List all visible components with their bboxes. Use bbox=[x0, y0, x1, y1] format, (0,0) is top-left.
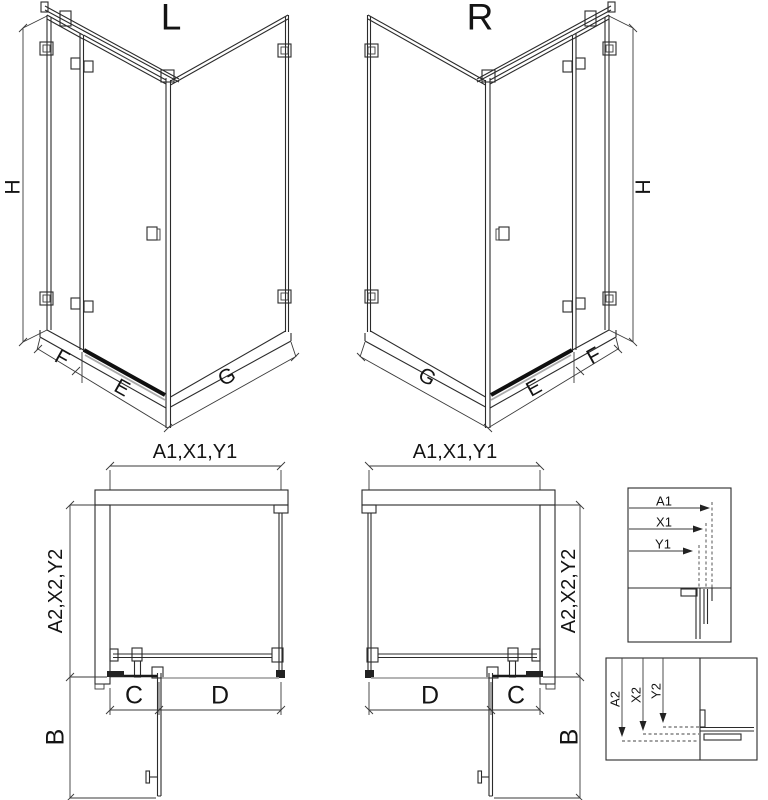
stabilizer-bar-plan bbox=[113, 654, 272, 658]
version-label-left: L bbox=[160, 0, 182, 38]
plan-b-label-right: B bbox=[555, 728, 584, 746]
b-dim-line bbox=[70, 677, 156, 798]
plan-width-label-right: A1,X1,Y1 bbox=[412, 441, 498, 463]
corner-post bbox=[166, 78, 171, 428]
wall-hatch-top bbox=[95, 490, 288, 505]
detail-box-width bbox=[628, 488, 731, 642]
height-dim-label-right: H bbox=[630, 179, 654, 195]
plan-c-label-left: C bbox=[124, 681, 144, 710]
plan-d-label-right: D bbox=[420, 681, 440, 710]
plan-b-label-left: B bbox=[41, 728, 70, 746]
width-dim-line bbox=[110, 466, 281, 490]
fixed-dim-label-right: F bbox=[582, 342, 606, 370]
side-glass-plan bbox=[279, 513, 282, 670]
plan-d-label-left: D bbox=[210, 681, 230, 710]
plan-c-label-right: C bbox=[506, 681, 526, 710]
profile-section bbox=[696, 588, 712, 639]
detail-y1-label: Y1 bbox=[655, 536, 671, 552]
detail-a2-label: A2 bbox=[607, 691, 623, 707]
plan-depth-label-left: A2,X2,Y2 bbox=[45, 548, 67, 634]
fixed-panel-glass bbox=[47, 15, 83, 330]
height-dim-label-left: H bbox=[1, 179, 25, 195]
side-dim-label-left: G bbox=[214, 362, 240, 392]
detail-y2-label: Y2 bbox=[648, 683, 664, 699]
wall-hatch-side bbox=[95, 505, 110, 684]
wall-profile bbox=[274, 505, 288, 513]
plan-width-label-left: A1,X1,Y1 bbox=[152, 441, 238, 463]
door-dim-label-left: E bbox=[110, 374, 134, 402]
door-hinge bbox=[71, 298, 80, 309]
side-panel-glass bbox=[171, 15, 289, 397]
door-glass bbox=[84, 35, 167, 84]
plan-view-right bbox=[362, 462, 584, 800]
door-hinge bbox=[71, 58, 80, 69]
detail-box-depth bbox=[606, 658, 757, 760]
fixed-dim-label-left: F bbox=[50, 344, 74, 372]
depth-dim-line bbox=[70, 505, 107, 677]
profile-section bbox=[700, 728, 754, 732]
door-dim-label-right: E bbox=[522, 374, 546, 402]
version-label-right: R bbox=[466, 0, 494, 38]
detail-x1-label: X1 bbox=[656, 514, 672, 530]
side-dim-label-right: G bbox=[414, 362, 440, 392]
support-bar bbox=[45, 6, 179, 79]
detail-x2-label: X2 bbox=[628, 687, 644, 703]
plan-depth-label-right: A2,X2,Y2 bbox=[558, 548, 580, 634]
plan-door-handle-right bbox=[478, 771, 489, 783]
plan-door-handle-left bbox=[146, 771, 158, 783]
plan-view-left bbox=[66, 462, 288, 800]
detail-a1-label: A1 bbox=[656, 493, 672, 509]
door-handle bbox=[147, 227, 157, 240]
height-dim-line bbox=[23, 16, 47, 342]
